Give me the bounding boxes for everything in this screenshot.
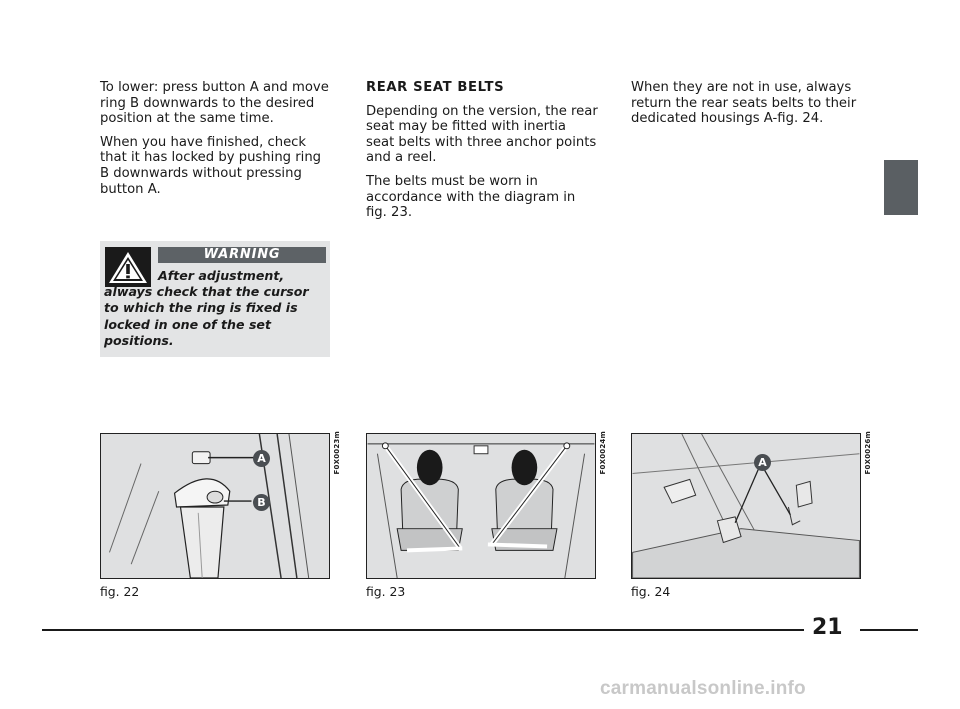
column-right — [631, 80, 863, 135]
figure-caption: fig. 24 — [631, 584, 671, 599]
paragraph-check-lock: When you have finished, check that it has locked by pushing ring B downwards without pressing button A. — [100, 134, 322, 197]
callout-b: B — [253, 494, 270, 511]
figure-code: F0X0024m — [599, 431, 607, 475]
section-heading: REAR SEAT BELTS — [366, 80, 505, 95]
page-number: 21 — [812, 615, 843, 640]
footer-rule-left — [42, 629, 804, 631]
watermark-text: carmanualsonline.info — [600, 678, 806, 699]
figure-caption: fig. 22 — [100, 584, 140, 599]
warning-label: WARNING — [158, 247, 326, 263]
warning-text: After adjustment, always check that the cursor to which the ring is fixed is locked in one of the set positions. — [104, 268, 309, 348]
paragraph-belt-storage: When they are not in use, always return the rear seats belts to their dedicated housings A-fig. 24. — [631, 80, 857, 127]
figure-22-image — [100, 433, 330, 579]
paragraph-belt-types: Depending on the version, the rear seat may be fitted with inertia seat belts with three anchor points and a reel. — [366, 103, 598, 166]
callout-a: A — [754, 454, 771, 471]
rear-seat-belts-diagram-illustration — [367, 434, 595, 578]
figure-24-image — [631, 433, 861, 579]
section-tab — [884, 160, 918, 215]
paragraph-lower-instructions: To lower: press button A and move ring B downwards to the desired position at the same time. — [100, 80, 329, 127]
seat-belt-height-adjuster-illustration — [101, 434, 329, 578]
callout-a: A — [253, 450, 270, 467]
footer-rule-right — [860, 629, 918, 631]
figure-caption: fig. 23 — [366, 584, 406, 599]
belt-housings-illustration — [632, 434, 860, 578]
column-left — [100, 80, 332, 205]
figure-23-image — [366, 433, 596, 579]
column-middle — [366, 80, 598, 229]
warning-box — [100, 241, 330, 357]
figure-code: F0X0026m — [864, 431, 872, 475]
paragraph-belt-diagram: The belts must be worn in accordance with the diagram in fig. 23. — [366, 173, 576, 221]
figure-code: F0X0023m — [333, 431, 341, 475]
